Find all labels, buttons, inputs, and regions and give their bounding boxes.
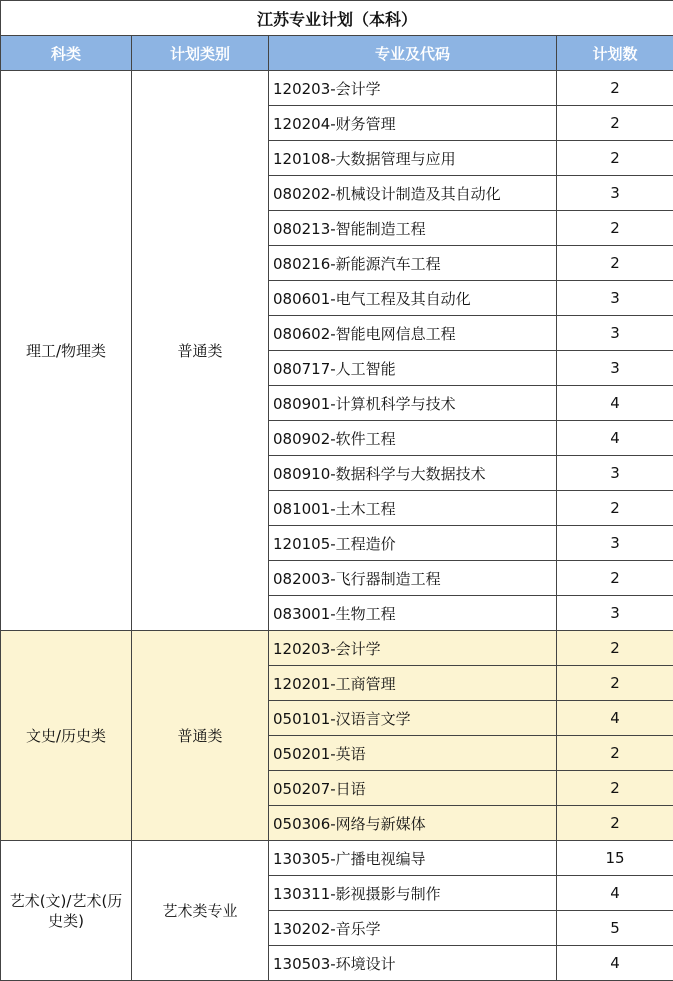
major-cell: 080901-计算机科学与技术 — [269, 386, 557, 421]
count-cell: 5 — [557, 911, 673, 946]
table-title: 江苏专业计划（本科） — [1, 1, 673, 36]
major-cell: 081001-土木工程 — [269, 491, 557, 526]
count-cell: 4 — [557, 876, 673, 911]
major-cell: 050101-汉语言文学 — [269, 701, 557, 736]
major-cell: 080202-机械设计制造及其自动化 — [269, 176, 557, 211]
major-cell: 080902-软件工程 — [269, 421, 557, 456]
count-cell: 3 — [557, 281, 673, 316]
major-cell: 050201-英语 — [269, 736, 557, 771]
header-plan-type: 计划类别 — [132, 36, 269, 71]
major-cell: 120204-财务管理 — [269, 106, 557, 141]
plan-type-cell: 普通类 — [132, 71, 269, 631]
plan-type-cell: 普通类 — [132, 631, 269, 841]
header-major: 专业及代码 — [269, 36, 557, 71]
count-cell: 2 — [557, 141, 673, 176]
count-cell: 2 — [557, 106, 673, 141]
count-cell: 2 — [557, 246, 673, 281]
category-label: 理工/物理类 — [25, 341, 107, 360]
count-cell: 2 — [557, 631, 673, 666]
count-cell: 2 — [557, 491, 673, 526]
table-row — [1, 71, 673, 106]
count-cell: 4 — [557, 701, 673, 736]
major-cell: 130202-音乐学 — [269, 911, 557, 946]
major-cell: 080213-智能制造工程 — [269, 211, 557, 246]
major-cell: 120203-会计学 — [269, 71, 557, 106]
table-row — [1, 631, 673, 666]
count-cell: 3 — [557, 351, 673, 386]
major-cell: 050207-日语 — [269, 771, 557, 806]
major-cell: 080717-人工智能 — [269, 351, 557, 386]
count-cell: 3 — [557, 456, 673, 491]
major-cell: 080601-电气工程及其自动化 — [269, 281, 557, 316]
plan-type-cell: 艺术类专业 — [132, 841, 269, 981]
major-cell: 130311-影视摄影与制作 — [269, 876, 557, 911]
count-cell: 3 — [557, 176, 673, 211]
count-cell: 2 — [557, 771, 673, 806]
count-cell: 3 — [557, 526, 673, 561]
count-cell: 15 — [557, 841, 673, 876]
count-cell: 4 — [557, 386, 673, 421]
header-category: 科类 — [1, 36, 132, 71]
major-cell: 080602-智能电网信息工程 — [269, 316, 557, 351]
count-cell: 2 — [557, 736, 673, 771]
category-cell — [1, 71, 132, 631]
category-label: 艺术(文)/艺术(历史类) — [9, 891, 123, 930]
major-cell: 080910-数据科学与大数据技术 — [269, 456, 557, 491]
category-cell — [1, 841, 132, 981]
category-label: 文史/历史类 — [25, 726, 107, 745]
category-cell — [1, 631, 132, 841]
major-cell: 083001-生物工程 — [269, 596, 557, 631]
header-count: 计划数 — [557, 36, 673, 71]
count-cell: 2 — [557, 806, 673, 841]
major-cell: 120203-会计学 — [269, 631, 557, 666]
count-cell: 4 — [557, 421, 673, 456]
count-cell: 2 — [557, 666, 673, 701]
table-row — [1, 841, 673, 876]
major-cell: 130503-环境设计 — [269, 946, 557, 981]
count-cell: 2 — [557, 561, 673, 596]
major-cell: 080216-新能源汽车工程 — [269, 246, 557, 281]
major-cell: 120201-工商管理 — [269, 666, 557, 701]
count-cell: 3 — [557, 596, 673, 631]
count-cell: 2 — [557, 71, 673, 106]
count-cell: 4 — [557, 946, 673, 981]
count-cell: 3 — [557, 316, 673, 351]
major-cell: 130305-广播电视编导 — [269, 841, 557, 876]
major-cell: 082003-飞行器制造工程 — [269, 561, 557, 596]
major-cell: 120105-工程造价 — [269, 526, 557, 561]
major-cell: 120108-大数据管理与应用 — [269, 141, 557, 176]
major-cell: 050306-网络与新媒体 — [269, 806, 557, 841]
count-cell: 2 — [557, 211, 673, 246]
